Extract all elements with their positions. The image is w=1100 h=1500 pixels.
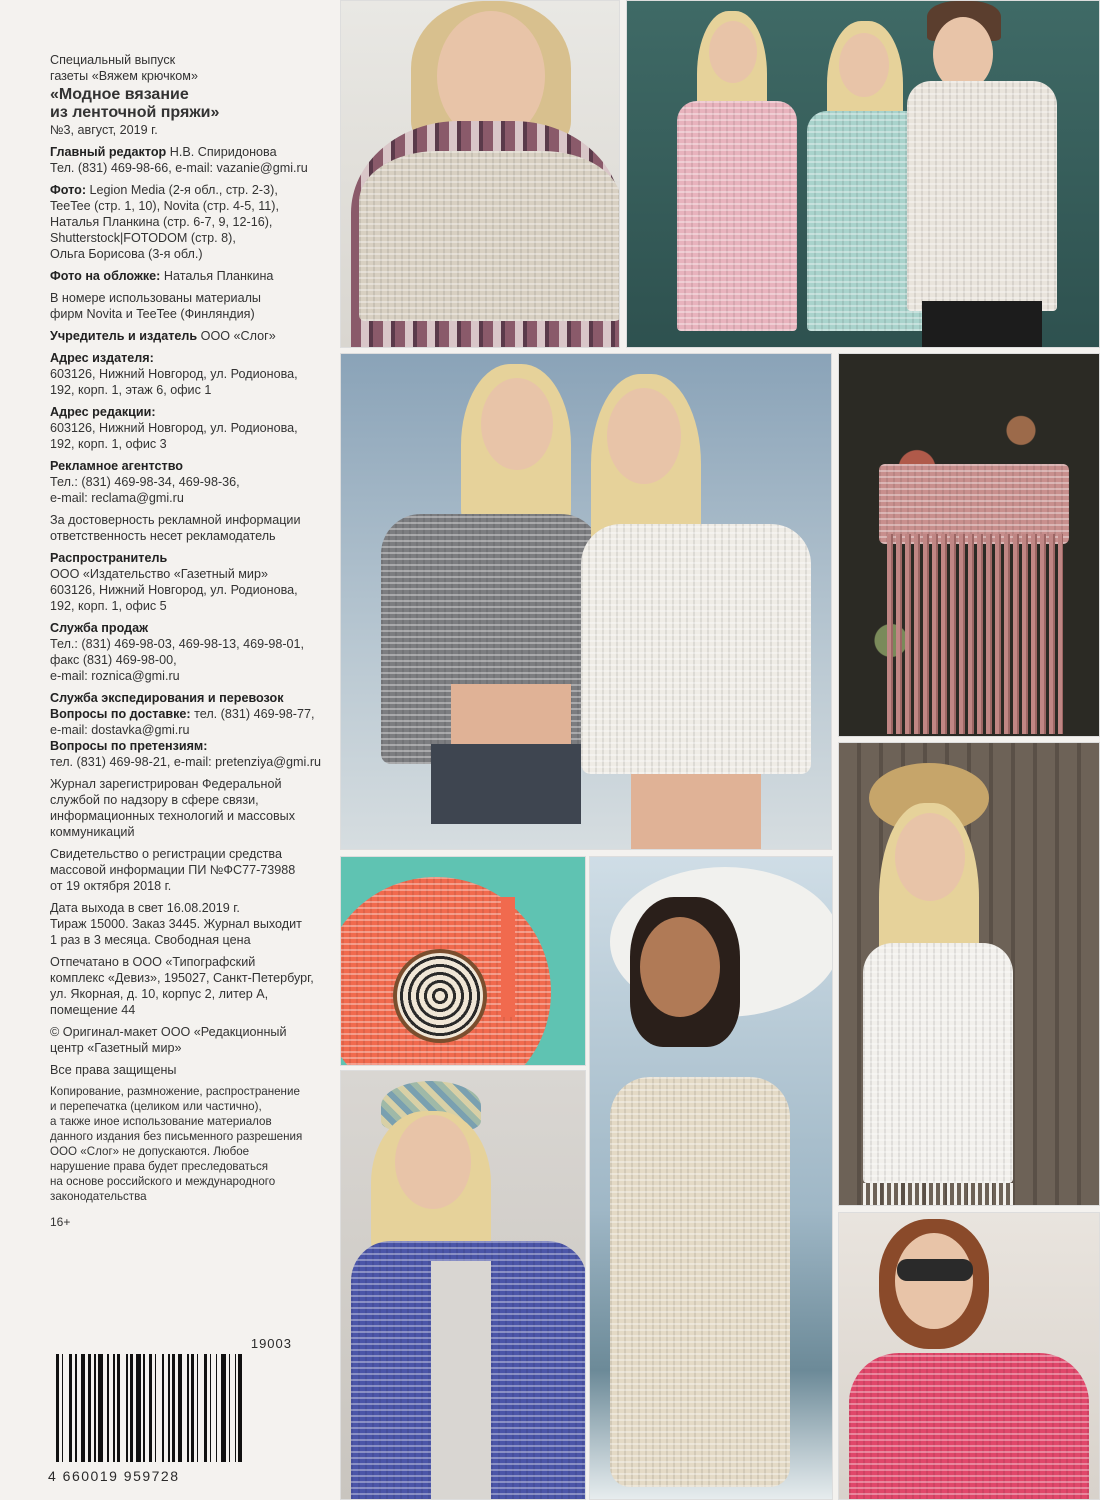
barcode-bar (155, 1354, 157, 1462)
barcode-bar (235, 1354, 237, 1462)
barcode-bar (229, 1354, 231, 1462)
registration-certificate: Свидетельство о регистрации средства массовой информации ПИ №ФС77-73988 от 19 октября 2018 г. (50, 847, 296, 893)
barcode-bar (149, 1354, 152, 1462)
barcode-number: 4 660019 959728 (48, 1468, 180, 1484)
founder-block: Учредитель и издатель ООО «Слог» (50, 329, 276, 343)
barcode-supplement: 19003 (250, 1336, 292, 1351)
barcode-bar (98, 1354, 103, 1462)
barcode-bar (216, 1354, 218, 1462)
barcode-bar (187, 1354, 189, 1462)
magazine-title: «Модное вязание из ленточной пряжи» (50, 86, 220, 121)
barcode-bar (62, 1354, 64, 1462)
age-rating: 16+ (50, 1215, 71, 1229)
issue-number: №3, август, 2019 г. (50, 123, 158, 137)
barcode-bar (191, 1354, 194, 1462)
copyright-notice: Копирование, размножение, распространение и перепечатка (целиком или частично), а также иное использование материалов данного издания без письменного разрешения ООО «Слог» не допускаются. Любое нарушение права будет преследоваться на основе российского и международного законодательства (50, 1085, 303, 1203)
barcode-bar (107, 1354, 109, 1462)
release-info: Дата выхода в свет 16.08.2019 г. Тираж 15000. Заказ 3445. Журнал выходит 1 раз в 3 месяца. Свободная цена (50, 901, 302, 947)
barcode-bar (69, 1354, 72, 1462)
barcode-bar (210, 1354, 212, 1462)
photo-woman-blue-cardigan (340, 1070, 586, 1500)
printing-info: Отпечатано в ООО «Типографский комплекс «Девиз», 195027, Санкт-Петербург, ул. Якорная, д. 10, корпус 2, литер А, помещение 44 (50, 955, 314, 1017)
rights-reserved: Все права защищены (50, 1063, 177, 1077)
ad-agency: Рекламное агентство Тел.: (831) 469-98-34, 469-98-36, e-mail: reclama@gmi.ru (50, 459, 240, 505)
barcode-bar (197, 1354, 199, 1462)
materials-note: В номере использованы материалы фирм Novita и TeeTee (Финляндия) (50, 291, 261, 321)
barcode-bar (204, 1354, 207, 1462)
barcode-bar (162, 1354, 164, 1462)
barcode-bar (130, 1354, 133, 1462)
barcode-bar (88, 1354, 91, 1462)
layout-copyright: © Оригинал-макет ООО «Редакционный центр «Газетный мир» (50, 1025, 287, 1055)
barcode-bar (75, 1354, 77, 1462)
photo-two-women-mesh-tops (340, 353, 832, 850)
barcode-bar (143, 1354, 145, 1462)
barcode-bar (56, 1354, 59, 1462)
photo-pink-fringe-bag (838, 353, 1100, 737)
barcode-bar (113, 1354, 115, 1462)
barcode-bars (56, 1354, 292, 1462)
photo-woman-knit-top-plaid-shirt (340, 0, 620, 348)
publisher-address: Адрес издателя: 603126, Нижний Новгород, ул. Родионова, 192, корп. 1, этаж 6, офис 1 (50, 351, 298, 397)
special-issue: Специальный выпуск газеты «Вяжем крючком» (50, 53, 198, 83)
photo-credits: Фото: Legion Media (2-я обл., стр. 2-3), TeeTee (стр. 1, 10), Novita (стр. 4-5, 11), Наталья Планкина (стр. 6-7, 9, 12-16), Shutterstock|FOTODOM (стр. 8), Ольга Борисова (3-я обл.) (50, 183, 279, 261)
distributor: Распространитель ООО «Издательство «Газетный мир» 603126, Нижний Новгород, ул. Родионова, 192, корп. 1, офис 5 (50, 551, 298, 613)
photo-woman-pink-sweater-sunglasses (838, 1212, 1100, 1500)
barcode-bar (238, 1354, 241, 1462)
barcode (48, 1336, 292, 1484)
photo-woman-straw-hat-white-dress (838, 742, 1100, 1206)
barcode-bar (94, 1354, 96, 1462)
barcode-bar (126, 1354, 128, 1462)
barcode-bar (178, 1354, 183, 1462)
barcode-bar (172, 1354, 175, 1462)
barcode-bar (136, 1354, 141, 1462)
barcode-bar (117, 1354, 120, 1462)
photo-woman-beach-hat-mesh-dress (589, 856, 833, 1500)
imprint-column (50, 52, 330, 1230)
barcode-bar (221, 1354, 226, 1462)
ad-disclaimer: За достоверность рекламной информации ответственность несет рекламодатель (50, 513, 301, 543)
cover-photo-credit: Фото на обложке: Наталья Планкина (50, 269, 274, 283)
sales-service: Служба продаж Тел.: (831) 469-98-03, 469-98-13, 469-98-01, факс (831) 469-98-00, e-mail: roznica@gmi.ru (50, 621, 305, 683)
editor-block: Главный редактор Н.В. Спиридонова Тел. (831) 469-98-66, e-mail: vazanie@gmi.ru (50, 145, 308, 175)
barcode-bar (168, 1354, 170, 1462)
photo-group-knit-sweaters (626, 0, 1100, 348)
editorial-address: Адрес редакции: 603126, Нижний Новгород, ул. Родионова, 192, корп. 1, офис 3 (50, 405, 298, 451)
photo-coral-round-bag (340, 856, 586, 1066)
shipping-service: Служба экспедирования и перевозок Вопросы по доставке: тел. (831) 469-98-77, e-mail: dostavka@gmi.ru Вопросы по претензиям: тел. (831) 469-98-21, e-mail: pretenziya@gmi.ru (50, 691, 322, 769)
barcode-bar (81, 1354, 86, 1462)
registration-note: Журнал зарегистрирован Федеральной службой по надзору в сфере связи, информационных технологий и массовых коммуникаций (50, 777, 295, 839)
